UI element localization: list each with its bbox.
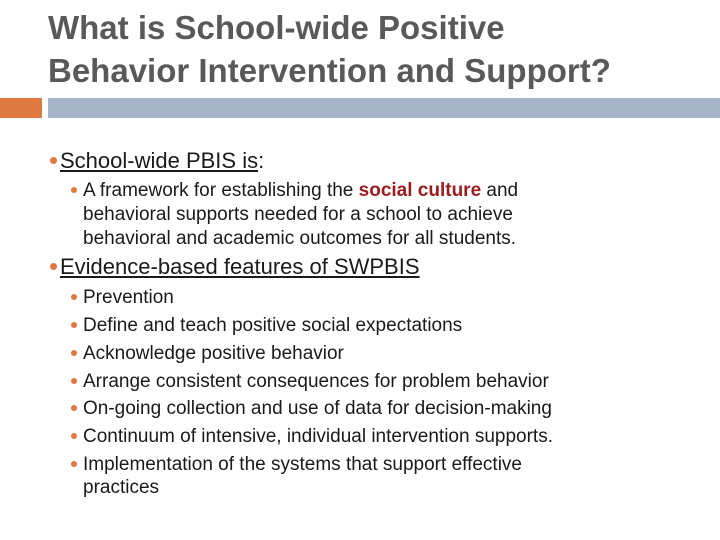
bullet-dot-icon	[71, 322, 77, 328]
bullet-dot-icon	[50, 263, 57, 270]
feature-item: Implementation of the systems that support effective	[83, 454, 522, 475]
feature-item: Acknowledge positive behavior	[83, 343, 344, 364]
bullet-school-wide-pbis	[60, 148, 264, 174]
feature-item-continuation: practices	[83, 477, 160, 498]
feature-item: Continuum of intensive, individual intervention supports.	[83, 426, 553, 447]
bullet-evidence-based-features: Evidence-based features of SWPBIS	[60, 254, 420, 279]
sub-bullet-framework-line-3: behavioral and academic outcomes for all students.	[83, 228, 517, 249]
bullet-dot-icon	[71, 350, 77, 356]
social-culture-highlight: social culture	[358, 180, 482, 201]
framework-text-suffix: and	[481, 180, 519, 201]
bullet-school-wide-pbis-text: School-wide PBIS is	[60, 148, 259, 173]
bullet-dot-icon	[50, 157, 57, 164]
bullet-school-wide-pbis-colon: :	[258, 148, 265, 173]
bullet-dot-icon	[71, 187, 77, 193]
slide-title-line-1: What is School-wide Positive	[48, 9, 505, 46]
feature-item: On-going collection and use of data for decision-making	[83, 398, 552, 419]
feature-item: Prevention	[83, 287, 174, 308]
bullet-dot-icon	[71, 461, 77, 467]
bullet-dot-icon	[71, 294, 77, 300]
sub-bullet-framework	[83, 179, 518, 202]
bullet-dot-icon	[71, 433, 77, 439]
feature-item: Arrange consistent consequences for problem behavior	[83, 371, 549, 392]
slide-title-line-2: Behavior Intervention and Support?	[48, 52, 611, 89]
bullet-dot-icon	[71, 405, 77, 411]
sub-bullet-framework-line-2: behavioral supports needed for a school to achieve	[83, 204, 513, 225]
framework-text-prefix: A framework for establishing the	[83, 180, 359, 201]
bullet-dot-icon	[71, 378, 77, 384]
feature-item: Define and teach positive social expectations	[83, 315, 463, 336]
